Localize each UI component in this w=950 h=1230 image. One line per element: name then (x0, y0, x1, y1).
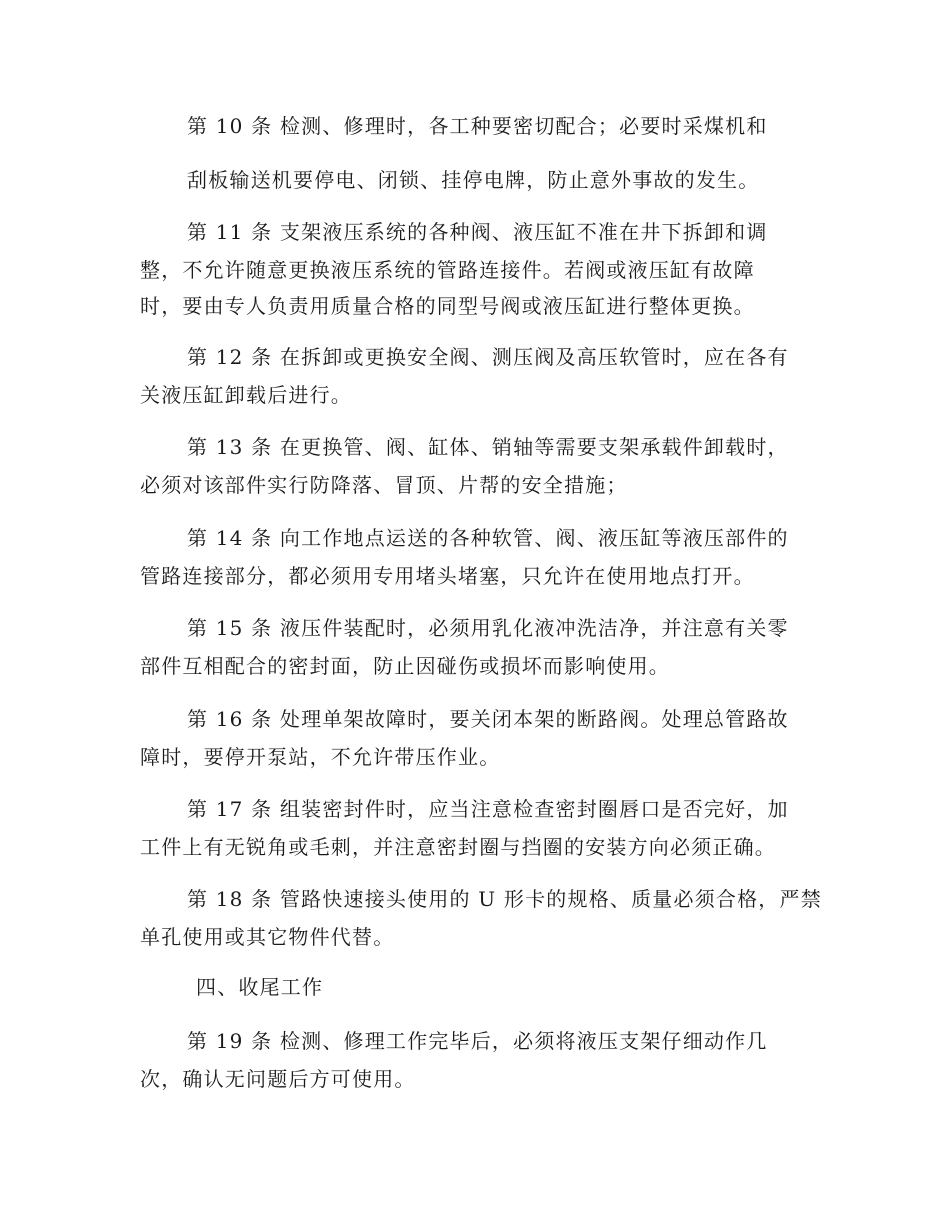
article-15-line-2: 部件互相配合的密封面，防止因碰伤或损坏而影响使用。 (140, 654, 670, 678)
article-18-line-2: 单孔使用或其它物件代替。 (140, 925, 395, 949)
article-11-line-2: 整，不允许随意更换液压系统的管路连接件。若阀或液压缸有故障 (140, 258, 755, 282)
article-16-line-2: 障时，要停开泵站，不允许带压作业。 (140, 745, 501, 769)
article-15-line-1: 第 15 条 液压件装配时，必须用乳化液冲洗洁净，并注意有关零 (187, 616, 789, 640)
article-14-line-2: 管路连接部分，都必须用专用堵头堵塞，只允许在使用地点打开。 (140, 564, 755, 588)
article-19-line-2: 次，确认无问题后方可使用。 (140, 1067, 416, 1091)
article-10-line-2: 刮板输送机要停电、闭锁、挂停电牌，防止意外事故的发生。 (187, 168, 760, 192)
article-17-line-1: 第 17 条 组装密封件时，应当注意检查密封圈唇口是否完好，加 (187, 797, 789, 821)
article-16-line-1: 第 16 条 处理单架故障时，要关闭本架的断路阀。处理总管路故 (187, 707, 789, 731)
section-heading: 四、收尾工作 (196, 975, 324, 999)
article-13-line-1: 第 13 条 在更换管、阀、缸体、销轴等需要支架承载件卸载时， (187, 435, 789, 459)
article-12-line-1: 第 12 条 在拆卸或更换安全阀、测压阀及高压软管时，应在各有 (187, 345, 789, 369)
article-14-line-1: 第 14 条 向工作地点运送的各种软管、阀、液压缸等液压部件的 (187, 526, 789, 550)
article-12-line-2: 关液压缸卸载后进行。 (140, 383, 352, 407)
article-17-line-2: 工件上有无锐角或毛刺，并注意密封圈与挡圈的安装方向必须正确。 (140, 835, 776, 859)
article-11-line-1: 第 11 条 支架液压系统的各种阀、液压缸不准在井下拆卸和调 (187, 220, 768, 244)
article-11-line-3: 时，要由专人负责用质量合格的同型号阀或液压缸进行整体更换。 (140, 294, 755, 318)
article-13-line-2: 必须对该部件实行防降落、冒顶、片帮的安全措施； (140, 473, 628, 497)
article-10-line-1: 第 10 条 检测、修理时，各工种要密切配合；必要时采煤机和 (187, 114, 768, 138)
article-19-line-1: 第 19 条 检测、修理工作完毕后，必须将液压支架仔细动作几 (187, 1029, 768, 1053)
article-18-line-1: 第 18 条 管路快速接头使用的 U 形卡的规格、质量必须合格，严禁 (187, 887, 822, 911)
